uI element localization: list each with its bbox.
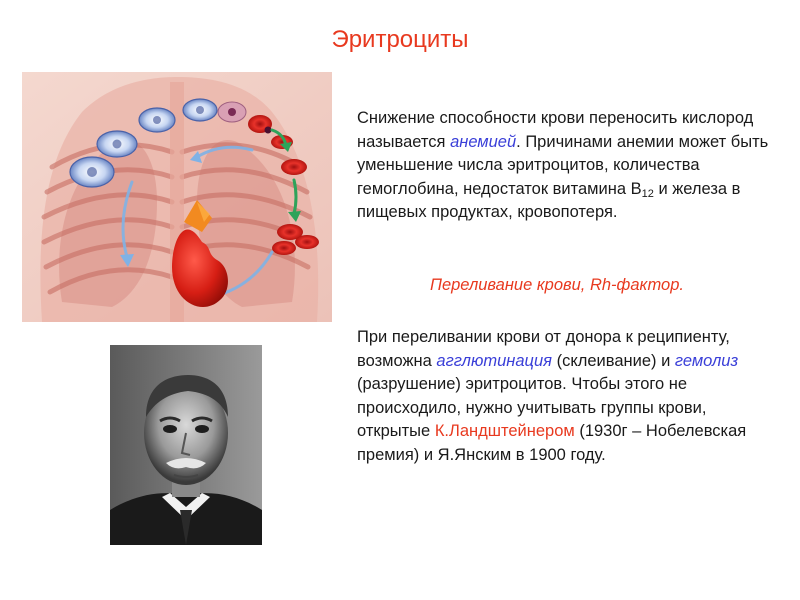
karl-landsteiner-portrait (110, 345, 262, 545)
section-subtitle: Переливание крови, Rh-фактор. (430, 276, 684, 294)
transfusion-text-2: (склеивание) и (551, 351, 675, 370)
anemia-text-3: и железа в пищевых продуктах, кровопотеря. (357, 179, 741, 221)
landsteiner-name: К.Ландштейнером (434, 422, 575, 440)
vitamin-subscript: 12 (641, 187, 654, 200)
transfusion-text-1: При переливании крови от донора к реципиенту, возможна (357, 328, 730, 370)
transfusion-text-4: (1930г – Нобелевская премия) и Я.Янским в 1900 году. (357, 422, 747, 464)
transfusion-paragraph (357, 326, 777, 467)
slide-title: Эритроциты (331, 26, 469, 53)
term-hemolysis: гемолиз (674, 351, 739, 370)
erythropoiesis-cycle-illustration (22, 72, 332, 322)
anemia-paragraph (357, 107, 777, 225)
transfusion-text-3: (разрушение) эритроцитов. Чтобы этого не происходило, нужно учитывать группы крови, открытые (357, 375, 707, 440)
anemia-text-2: . Причинами анемии может быть уменьшение числа эритроцитов, количества гемоглобина, недостаток витамина В (357, 132, 769, 198)
anemia-text-1: Снижение способности крови переносить кислород называется (357, 109, 754, 151)
term-agglutination: агглютинация (436, 351, 552, 370)
term-anemia: анемией (450, 132, 517, 151)
